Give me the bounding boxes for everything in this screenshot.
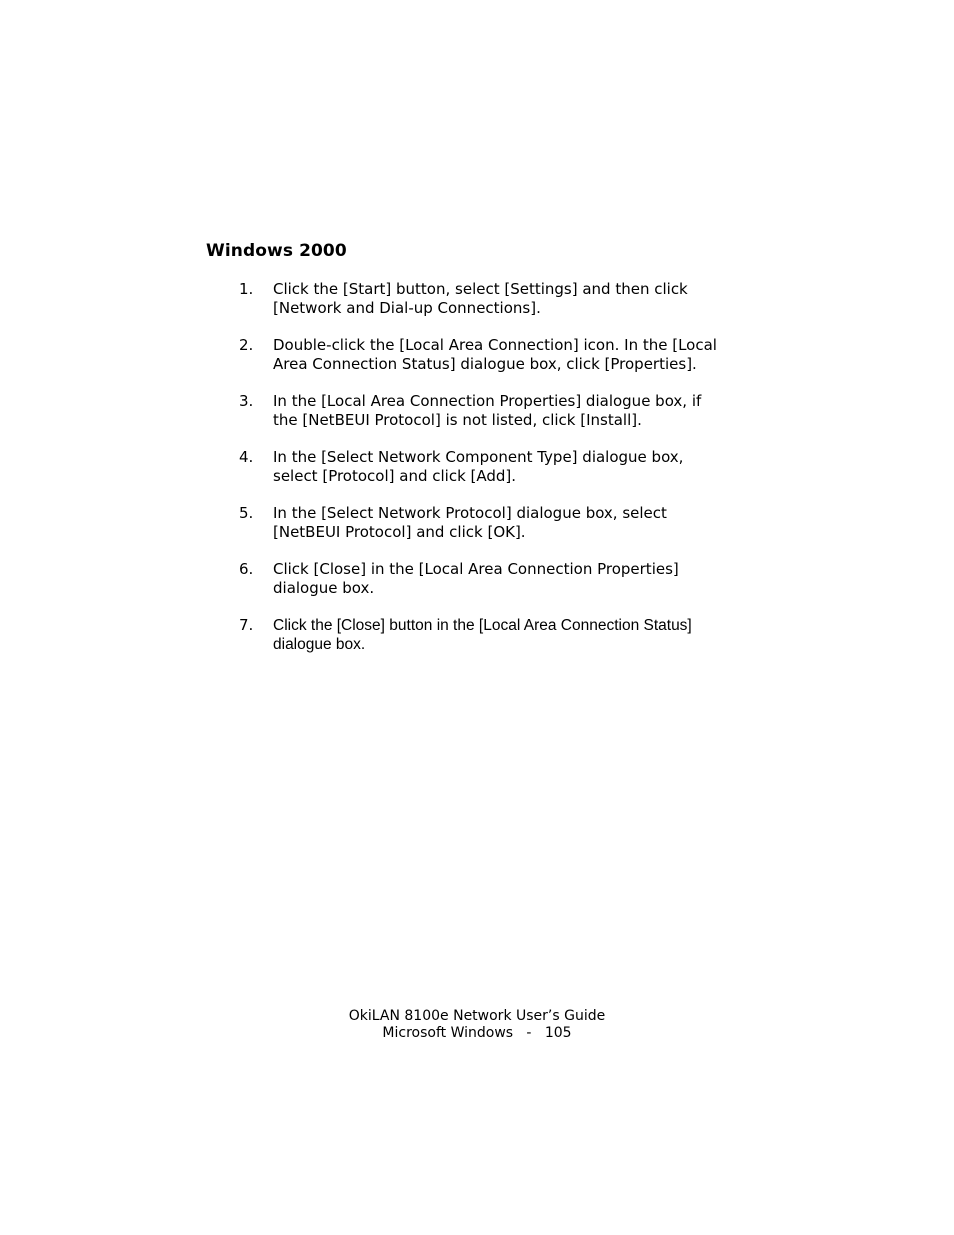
footer-section-page: Microsoft Windows - 105: [382, 1025, 572, 1041]
step-item: [206, 392, 766, 430]
page-footer: [0, 1008, 954, 1042]
step-text: Click the [Close] button in the [Local Area Connection Status] dialogue box.: [273, 617, 692, 653]
step-number: 1.: [239, 280, 254, 298]
step-item: [206, 560, 766, 598]
step-number: 6.: [239, 560, 254, 578]
step-number: 4.: [239, 448, 254, 466]
step-number: 5.: [239, 504, 254, 522]
step-item: [206, 448, 766, 486]
step-text: Double-click the [Local Area Connection] icon. In the [Local Area Connection Status] dialogue box, click [Properties].: [273, 336, 717, 373]
step-item: [206, 336, 766, 374]
footer-guide-title: OkiLAN 8100e Network User’s Guide: [348, 1008, 606, 1024]
step-text: Click the [Start] button, select [Settings] and then click [Network and Dial-up Connections].: [273, 280, 688, 317]
step-text: In the [Local Area Connection Properties] dialogue box, if the [NetBEUI Protocol] is not listed, click [Install].: [273, 392, 702, 429]
step-item: [206, 280, 766, 318]
steps-list: [206, 280, 766, 672]
step-number: 3.: [239, 392, 254, 410]
step-number: 7.: [239, 616, 254, 634]
step-item: [206, 616, 766, 654]
step-number: 2.: [239, 336, 254, 354]
section-heading: Windows 2000: [206, 241, 347, 261]
step-text: In the [Select Network Component Type] dialogue box, select [Protocol] and click [Add].: [273, 448, 684, 485]
step-text: In the [Select Network Protocol] dialogue box, select [NetBEUI Protocol] and click [OK].: [273, 504, 667, 541]
step-item: [206, 504, 766, 542]
step-text: Click [Close] in the [Local Area Connection Properties] dialogue box.: [273, 560, 679, 597]
